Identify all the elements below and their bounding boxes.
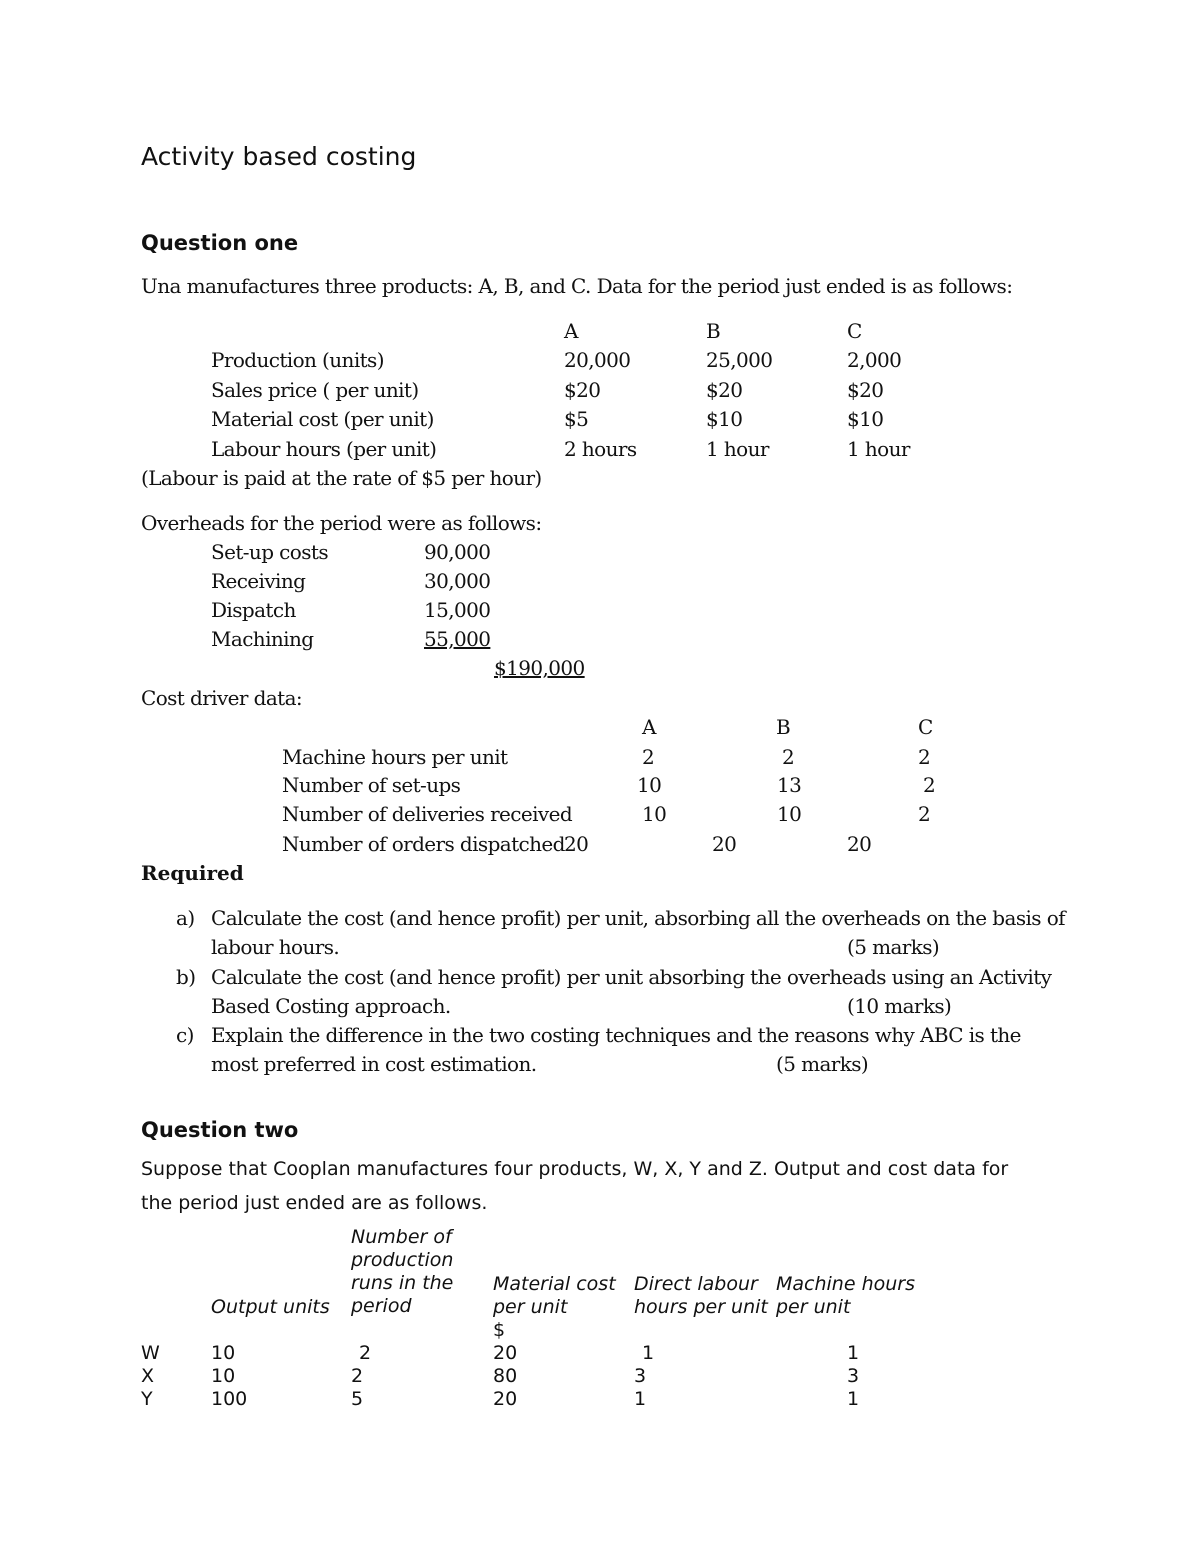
product-row-label: Production (units) xyxy=(211,348,384,372)
driver-value: 10 xyxy=(642,802,667,826)
driver-label: Number of deliveries received xyxy=(282,802,573,826)
col-header-machine-hours: Machine hours per unit xyxy=(776,1273,915,1318)
driver-intro: Cost driver data: xyxy=(141,686,303,710)
driver-value: 10 xyxy=(637,773,662,797)
requirement-marks: (5 marks) xyxy=(847,935,940,959)
row-value: 1 xyxy=(847,1388,860,1410)
row-value: 5 xyxy=(351,1388,364,1410)
row-value: 1 xyxy=(634,1388,647,1410)
row-value: 3 xyxy=(847,1365,860,1387)
row-value: 2 xyxy=(359,1342,372,1364)
driver-value: 13 xyxy=(777,773,802,797)
overhead-value: 90,000 xyxy=(424,540,491,564)
driver-header-c: C xyxy=(918,715,933,739)
driver-value: 20 xyxy=(847,832,872,856)
driver-value: 20 xyxy=(564,832,589,856)
row-value: 3 xyxy=(634,1365,647,1387)
labour-note: (Labour is paid at the rate of $5 per hour) xyxy=(141,466,542,490)
product-header-c: C xyxy=(847,319,862,343)
driver-value: 2 xyxy=(918,802,931,826)
requirement-marks: (10 marks) xyxy=(847,994,952,1018)
product-row-value: $10 xyxy=(706,407,743,431)
driver-value: 10 xyxy=(777,802,802,826)
col-header-production-runs: Number of production runs in the period xyxy=(351,1226,454,1317)
row-product: X xyxy=(141,1365,155,1387)
product-row-value: 20,000 xyxy=(564,348,631,372)
product-row-label: Sales price ( per unit) xyxy=(211,378,419,402)
requirement-letter: b) xyxy=(176,965,196,989)
requirement-text: labour hours. xyxy=(211,935,340,959)
driver-label: Number of set-ups xyxy=(282,773,461,797)
product-row-value: $20 xyxy=(706,378,743,402)
requirement-text: most preferred in cost estimation. xyxy=(211,1052,537,1076)
product-row-label: Material cost (per unit) xyxy=(211,407,434,431)
overhead-label: Receiving xyxy=(211,569,306,593)
requirement-text: Based Costing approach. xyxy=(211,994,451,1018)
product-row-value: 2 hours xyxy=(564,437,637,461)
requirement-letter: a) xyxy=(176,906,195,930)
product-row-value: 25,000 xyxy=(706,348,773,372)
overhead-label: Dispatch xyxy=(211,598,296,622)
driver-label: Machine hours per unit xyxy=(282,745,508,769)
row-value: 10 xyxy=(211,1342,236,1364)
driver-value: 2 xyxy=(923,773,936,797)
row-value: 20 xyxy=(493,1342,518,1364)
driver-value: 20 xyxy=(712,832,737,856)
row-value: 1 xyxy=(847,1342,860,1364)
col-header-direct-labour: Direct labour hours per unit xyxy=(634,1273,768,1318)
driver-label: Number of orders dispatched xyxy=(282,832,565,856)
overhead-value: 15,000 xyxy=(424,598,491,622)
driver-value: 2 xyxy=(782,745,795,769)
row-value: 20 xyxy=(493,1388,518,1410)
product-row-label: Labour hours (per unit) xyxy=(211,437,437,461)
driver-value: 2 xyxy=(642,745,655,769)
question-two-intro-line1: Suppose that Cooplan manufactures four products, W, X, Y and Z. Output and cost data for xyxy=(141,1158,1009,1180)
page-title: Activity based costing xyxy=(141,142,417,171)
col-header-output-units: Output units xyxy=(211,1296,330,1318)
product-row-value: $20 xyxy=(564,378,601,402)
product-row-value: 2,000 xyxy=(847,348,902,372)
product-row-value: $10 xyxy=(847,407,884,431)
col-header-material-cost: Material cost per unit xyxy=(493,1273,616,1318)
question-two-heading: Question two xyxy=(141,1118,299,1142)
driver-header-b: B xyxy=(776,715,791,739)
overhead-value: 55,000 xyxy=(424,627,491,651)
requirement-letter: c) xyxy=(176,1023,194,1047)
row-value: 100 xyxy=(211,1388,248,1410)
requirement-text: Calculate the cost (and hence profit) per unit absorbing the overheads using an Activity xyxy=(211,965,1052,989)
driver-header-a: A xyxy=(642,715,656,739)
requirement-text: Calculate the cost (and hence profit) per unit, absorbing all the overheads on the basis of xyxy=(211,906,1065,930)
product-row-value: $20 xyxy=(847,378,884,402)
overhead-label: Machining xyxy=(211,627,314,651)
product-row-value: 1 hour xyxy=(706,437,769,461)
overheads-total: $190,000 xyxy=(494,656,585,680)
row-value: 2 xyxy=(351,1365,364,1387)
product-header-b: B xyxy=(706,319,721,343)
question-one-intro: Una manufactures three products: A, B, and C. Data for the period just ended is as follows: xyxy=(141,274,1013,298)
required-label: Required xyxy=(141,861,244,885)
row-product: Y xyxy=(141,1388,153,1410)
requirement-marks: (5 marks) xyxy=(776,1052,869,1076)
row-value: 80 xyxy=(493,1365,518,1387)
currency-label: $ xyxy=(493,1319,506,1341)
overhead-value: 30,000 xyxy=(424,569,491,593)
row-product: W xyxy=(141,1342,160,1364)
product-row-value: 1 hour xyxy=(847,437,910,461)
requirement-text: Explain the difference in the two costing techniques and the reasons why ABC is the xyxy=(211,1023,1021,1047)
overhead-label: Set-up costs xyxy=(211,540,328,564)
product-row-value: $5 xyxy=(564,407,589,431)
question-one-heading: Question one xyxy=(141,231,299,255)
overheads-intro: Overheads for the period were as follows: xyxy=(141,511,542,535)
driver-value: 2 xyxy=(918,745,931,769)
row-value: 10 xyxy=(211,1365,236,1387)
question-two-intro-line2: the period just ended are as follows. xyxy=(141,1192,488,1214)
row-value: 1 xyxy=(642,1342,655,1364)
product-header-a: A xyxy=(564,319,578,343)
